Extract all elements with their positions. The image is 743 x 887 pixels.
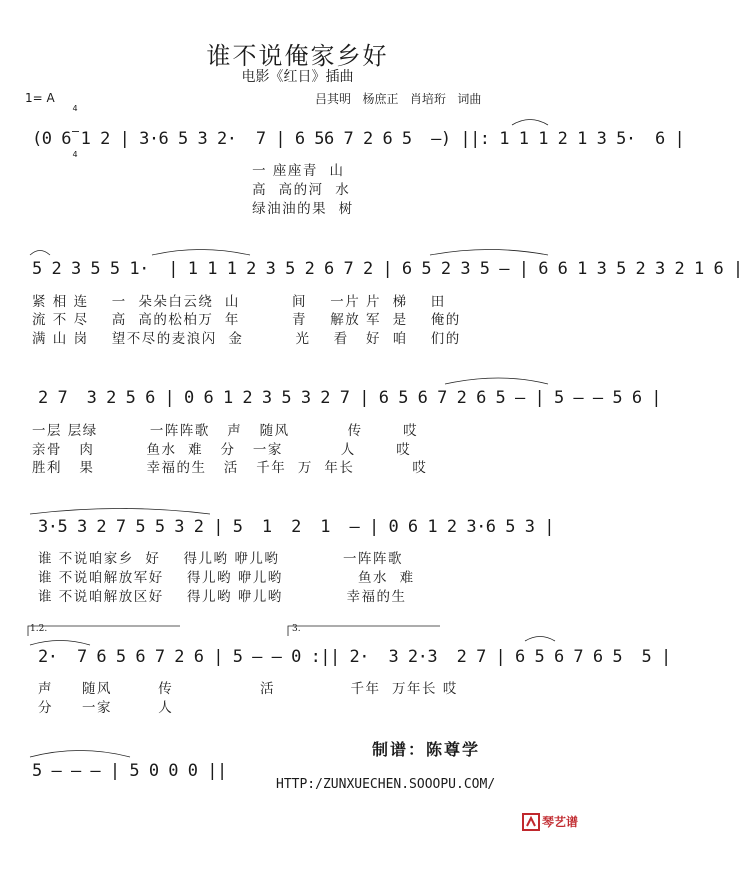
song-title: 谁不说俺家乡好	[206, 42, 389, 70]
volta-1-label: 1.2.	[30, 624, 48, 634]
system-6-notes: 5 – – – | 5 0 0 0 ||	[32, 761, 227, 781]
system-4-notes: 3·5 3 2 7 5 5 3 2 | 5 1 2 1 – | 0 6 1 2 3·6 5 3 |	[38, 517, 554, 537]
slur-6	[30, 509, 210, 515]
system-2-lyric-3: 满 山 岗 望不尽的麦浪闪 金 光 看 好 咱 们的	[32, 331, 461, 347]
system-2-lyric-2: 流 不 尽 高 高的松柏万 年 青 解放 军 是 俺的	[32, 312, 461, 328]
volta-2-label: 3.	[292, 624, 301, 634]
slur-7	[30, 641, 90, 646]
system-2-notes: 5 2 3 5 5 1· | 1 1 1 2 3 5 2 6 7 2 | 6 5 2 3 5 – | 6 6 1 3 5 2 3 2 1 6 |	[32, 259, 743, 279]
system-1-lyric-2: 高 高的河 水	[32, 182, 351, 198]
system-3-notes: 2 7 3 2 5 6 | 0 6 1 2 3 5 3 2 7 | 6 5 6 7 2 6 5 – | 5 – – 5 6 |	[38, 388, 662, 408]
key-signature: 1= A	[25, 91, 55, 105]
source-url: HTTP:/ZUNXUECHEN.SOOOPU.COM/	[276, 777, 496, 792]
composer-credits: 吕其明 杨庶正 肖培珩 词曲	[315, 92, 482, 106]
volta-2-bracket	[288, 626, 440, 636]
system-4-lyric-3: 谁 不说咱解放区好 得儿哟 咿儿哟 幸福的生	[38, 589, 407, 605]
system-1-lyric-1: 一 座座青 山	[32, 163, 345, 179]
slur-8	[525, 637, 555, 642]
system-4-lyric-1: 谁 不说咱家乡 好 得儿哟 咿儿哟 一阵阵歌	[38, 551, 404, 567]
system-2-lyric-1: 紧 相 连 一 朵朵白云绕 山 间 一片 片 梯 田	[32, 294, 446, 310]
system-1-notes: (0 6 1 2 | 3·6 5 3 2· 7 | 6 56 7 2 6 5 –) ||: 1 1 1 2 1 3 5· 6 |	[32, 129, 685, 149]
meter-bottom: 4	[72, 150, 78, 159]
system-1-lyric-3: 绿油油的果 树	[32, 201, 354, 217]
system-5-notes: 2· 7 6 5 6 7 2 6 | 5 – – 0 :|| 2· 3 2·3 2 7 | 6 5 6 7 6 5 5 |	[38, 647, 671, 667]
slur-2	[30, 251, 50, 256]
song-subtitle: 电影《红日》插曲	[241, 69, 354, 85]
system-4-lyric-2: 谁 不说咱解放军好 得儿哟 咿儿哟 鱼水 难	[38, 570, 415, 586]
system-3-lyric-2: 亲骨 肉 鱼水 难 分 一家 人 哎	[32, 442, 412, 458]
system-5-lyric-1: 声 随风 传 活 千年 万年长 哎	[38, 681, 458, 697]
transcriber-credit: 制谱：陈尊学	[372, 740, 481, 759]
system-5-lyric-2: 分 一家 人	[38, 700, 174, 716]
volta-1-bracket	[28, 626, 180, 636]
system-3-lyric-1: 一层 层绿 一阵阵歌 声 随风 传 哎	[32, 423, 419, 439]
slur-9	[30, 751, 130, 758]
slur-4	[430, 250, 548, 256]
logo-text: 琴艺谱	[542, 815, 579, 829]
slur-1	[512, 120, 548, 126]
slur-5	[445, 378, 548, 384]
slur-3	[152, 250, 250, 256]
system-3-lyric-3: 胜利 果 幸福的生 活 千年 万 年长 哎	[32, 460, 428, 476]
meter-top: 4	[72, 104, 78, 113]
